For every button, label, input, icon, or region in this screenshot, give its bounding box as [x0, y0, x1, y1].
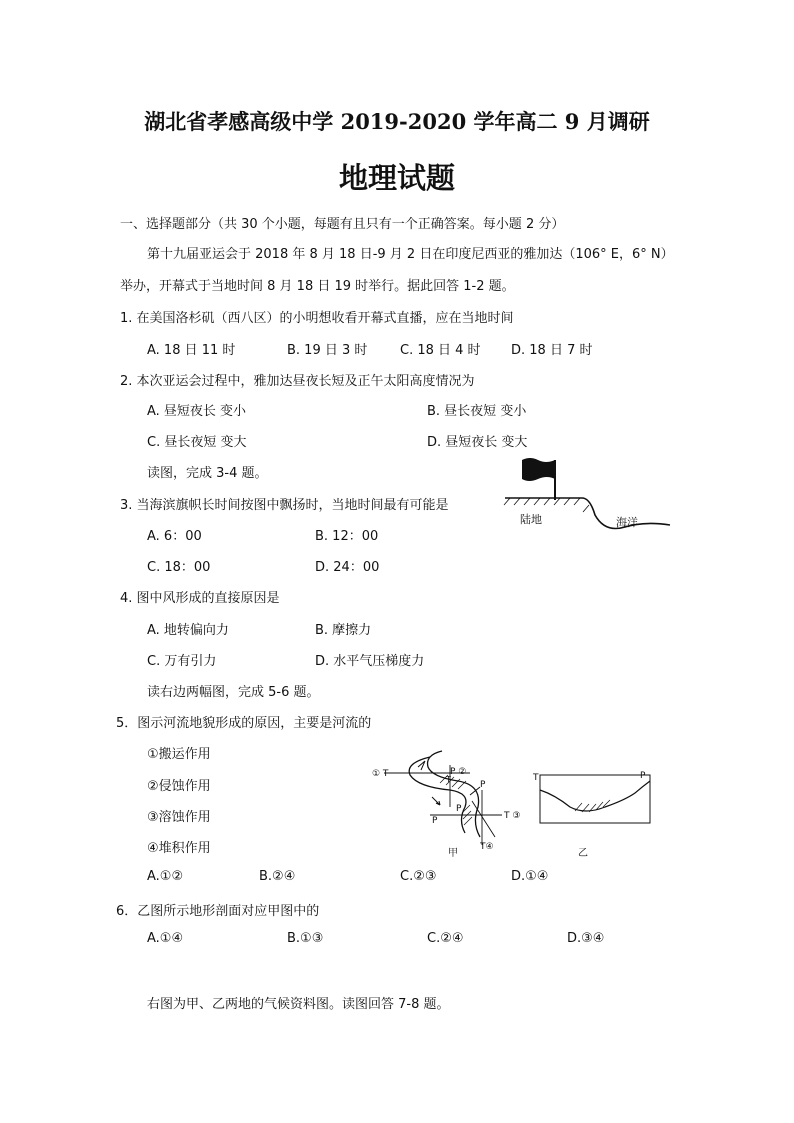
river-figure — [370, 745, 660, 860]
label-p-left2: P — [456, 804, 462, 814]
question-6-stem: 6．乙图所示地形剖面对应甲图中的 — [116, 904, 320, 919]
question-4-stem: 4. 图中风形成的直接原因是 — [120, 591, 280, 606]
question-1-stem: 1. 在美国洛杉矶（西八区）的小明想收看开幕式直播，应在当地时间 — [120, 311, 514, 326]
intro-line-2: 举办，开幕式于当地时间 8 月 18 日 19 时举行。据此回答 1-2 题。 — [120, 279, 515, 294]
q6-option-b: B.①③ — [287, 931, 324, 946]
q5-option-c: C.②③ — [400, 869, 437, 884]
land-label: 陆地 — [520, 513, 542, 526]
question-3-stem: 3. 当海滨旗帜长时间按图中飘扬时，当地时间最有可能是 — [120, 498, 449, 513]
q2-option-b: B. 昼长夜短 变小 — [427, 404, 527, 419]
label-yi-t: T — [533, 773, 539, 783]
q4-option-a: A. 地转偏向力 — [147, 623, 229, 638]
q6-option-d: D.③④ — [567, 931, 605, 946]
read-instruction-3: 右图为甲、乙两地的气候资料图。读图回答 7-8 题。 — [147, 997, 450, 1012]
q3-option-d: D. 24：00 — [315, 560, 380, 575]
page-title: 湖北省孝感高级中学 2019-2020 学年高二 9 月调研 — [144, 109, 650, 134]
page-subtitle: 地理试题 — [338, 161, 455, 195]
q1-option-b: B. 19 日 3 时 — [287, 343, 368, 358]
read-instruction-2: 读右边两幅图，完成 5-6 题。 — [147, 685, 320, 700]
q5-item-2: ②侵蚀作用 — [147, 779, 211, 794]
question-5-stem: 5．图示河流地貌形成的原因，主要是河流的 — [116, 716, 372, 731]
label-p2: P ② — [450, 767, 467, 777]
sea-label: 海洋 — [616, 516, 638, 529]
flow-arrow-icon — [418, 761, 425, 770]
q1-option-c: C. 18 日 4 时 — [400, 343, 481, 358]
q3-option-a: A. 6：00 — [147, 529, 202, 544]
meander-hatch — [440, 775, 472, 825]
label-t1: ① T — [372, 769, 389, 779]
meander-banks — [409, 751, 480, 837]
label-t3: T ③ — [504, 811, 521, 821]
flow-arrow-icon-3 — [470, 787, 480, 795]
q5-option-d: D.①④ — [511, 869, 549, 884]
q5-item-3: ③溶蚀作用 — [147, 810, 211, 825]
q2-option-a: A. 昼短夜长 变小 — [147, 404, 247, 419]
land-hatch — [504, 498, 589, 512]
q1-option-a: A. 18 日 11 时 — [147, 343, 236, 358]
q5-option-a: A.①② — [147, 869, 184, 884]
q6-option-c: C.②④ — [427, 931, 464, 946]
q3-option-b: B. 12：00 — [315, 529, 379, 544]
read-instruction-1: 读图，完成 3-4 题。 — [147, 466, 268, 481]
q5-option-b: B.②④ — [259, 869, 296, 884]
q1-option-d: D. 18 日 7 时 — [511, 343, 593, 358]
label-p-center: P — [480, 780, 486, 790]
q3-option-c: C. 18：00 — [147, 560, 211, 575]
q4-option-d: D. 水平气压梯度力 — [315, 654, 425, 669]
label-t2: T — [446, 775, 451, 784]
intro-line-1: 第十九届亚运会于 2018 年 8 月 18 日-9 月 2 日在印度尼西亚的雅加达（106° E，6° N） — [147, 247, 674, 262]
label-yi: 乙 — [578, 848, 588, 859]
q6-option-a: A.①④ — [147, 931, 184, 946]
flow-arrow-icon-2 — [432, 797, 440, 805]
q4-option-b: B. 摩擦力 — [315, 623, 372, 638]
label-t4: T④ — [480, 842, 494, 852]
question-2-stem: 2. 本次亚运会过程中，雅加达昼夜长短及正午太阳高度情况为 — [120, 374, 475, 389]
section-heading: 一、选择题部分（共 30 个小题，每题有且只有一个正确答案。每小题 2 分） — [120, 217, 565, 232]
q4-option-c: C. 万有引力 — [147, 654, 217, 669]
label-p-left1: P — [432, 816, 438, 826]
q5-item-4: ④堆积作用 — [147, 841, 211, 856]
label-jia: 甲 — [448, 848, 458, 859]
section-profile — [540, 781, 650, 811]
q2-option-c: C. 昼长夜短 变大 — [147, 435, 247, 450]
label-yi-p: P — [640, 771, 646, 781]
q5-item-1: ①搬运作用 — [147, 747, 211, 762]
q2-option-d: D. 昼短夜长 变大 — [427, 435, 528, 450]
section-frame — [540, 775, 650, 823]
flag-icon — [522, 458, 555, 481]
coast-flag-figure — [500, 455, 680, 545]
